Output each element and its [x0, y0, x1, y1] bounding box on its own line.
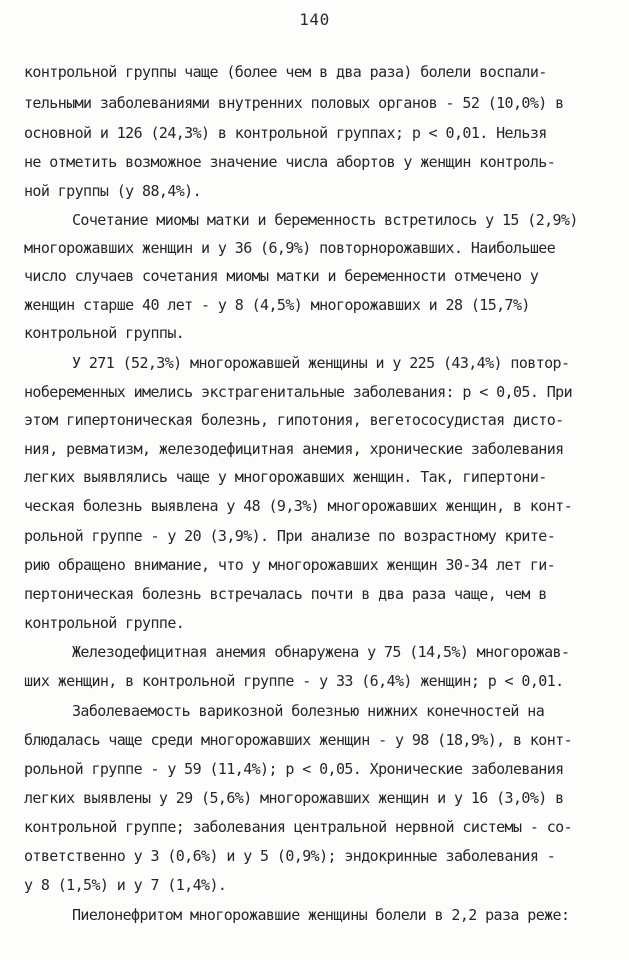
paragraph-first-line: Сочетание миомы матки и беременность встретилось у 15 (2,9%)	[72, 211, 578, 229]
text-line: контрольной группе.	[24, 614, 185, 632]
text-line: ческая болезнь выявлена у 48 (9,3%) многорожавших женщин, в конт-	[24, 497, 573, 515]
text-line: контрольной группе; заболевания центральной нервной системы - со-	[24, 818, 573, 836]
paragraph-first-line: Пиелонефритом многорожавшие женщины болели в 2,2 раза реже:	[72, 906, 570, 924]
text-line: контрольной группы чаще (более чем в два раза) болели воспали-	[24, 63, 547, 81]
paragraph-first-line: У 271 (52,3%) многорожавшей женщины и у 225 (43,4%) повтор-	[72, 354, 570, 372]
text-line: рию обращено внимание, что у многорожавших женщин 30-34 лет ги-	[24, 556, 556, 574]
text-line: не отметить возможное значение числа абортов у женщин контроль-	[24, 153, 556, 171]
text-line: многорожавших женщин и у 36 (6,9%) повторнорожавших. Наибольшее	[24, 239, 556, 257]
text-line: блюдалась чаще среди многорожавших женщин - у 98 (18,9%), в конт-	[24, 731, 573, 749]
text-line: легких выявлены у 29 (5,6%) многорожавших женщин и у 16 (3,0%) в	[24, 789, 564, 807]
text-line: ния, ревматизм, железодефицитная анемия, хронические заболевания	[24, 440, 564, 458]
text-line: нобеременных имелись экстрагенитальные заболевания: р < 0,05. При	[24, 383, 573, 401]
text-line: ной группы (у 88,4%).	[24, 182, 202, 200]
paragraph-first-line: Железодефицитная анемия обнаружена у 75 (14,5%) многорожав-	[72, 643, 570, 661]
text-line: женщин старше 40 лет - у 8 (4,5%) многорожавших и 28 (15,7%)	[24, 296, 530, 314]
text-line: пертоническая болезнь встречалась почти в два раза чаще, чем в	[24, 585, 547, 603]
text-line: тельными заболеваниями внутренних половых органов - 52 (10,0%) в	[24, 94, 564, 112]
text-line: этом гипертоническая болезнь, гипотония, вегетососудистая дисто-	[24, 411, 564, 429]
text-line: контрольной группы.	[24, 324, 185, 342]
text-line: ших женщин, в контрольной группе - у 33 (6,4%) женщин; р < 0,01.	[24, 672, 564, 690]
text-line: ответственно у 3 (0,6%) и у 5 (0,9%); эндокринные заболевания -	[24, 847, 556, 865]
text-line: легких выявлялись чаще у многорожавших женщин. Так, гипертони-	[24, 468, 547, 486]
text-line: у 8 (1,5%) и у 7 (1,4%).	[24, 876, 227, 894]
paragraph-first-line: Заболеваемость варикозной болезнью нижних конечностей на	[72, 702, 545, 720]
text-line: рольной группе - у 20 (3,9%). При анализе по возрастному крите-	[24, 527, 556, 545]
text-line: число случаев сочетания миомы матки и беременности отмечено у	[24, 267, 539, 285]
page-number: 140	[299, 10, 330, 29]
text-line: рольной группе - у 59 (11,4%); р < 0,05. Хронические заболевания	[24, 760, 564, 778]
text-line: основной и 126 (24,3%) в контрольной группах; р < 0,01. Нельзя	[24, 124, 547, 142]
